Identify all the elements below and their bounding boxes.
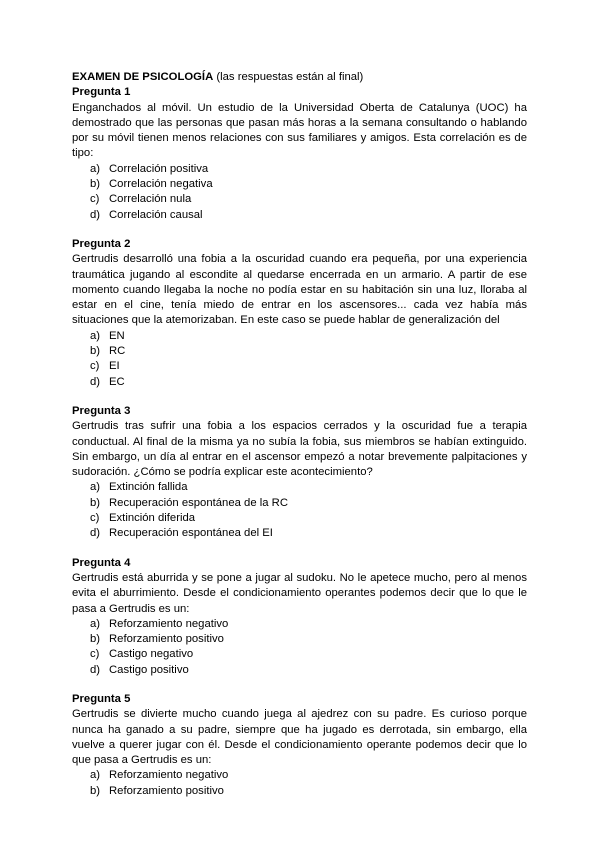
option-text: Extinción fallida <box>109 481 188 494</box>
answer-option <box>90 192 527 207</box>
option-text: EI <box>109 360 120 373</box>
option-letter: d) <box>90 208 101 221</box>
option-text: Correlación causal <box>109 208 203 221</box>
option-letter: a) <box>90 162 101 175</box>
question-block <box>72 556 527 678</box>
answer-option <box>90 768 527 783</box>
answer-option <box>90 162 527 177</box>
question-block <box>72 237 527 390</box>
option-text: RC <box>109 345 126 358</box>
option-text: Recuperación espontánea de la RC <box>109 496 288 509</box>
answer-options <box>72 480 527 541</box>
answer-option <box>90 526 527 541</box>
option-letter: c) <box>90 193 100 206</box>
question-heading: Pregunta 2 <box>72 237 131 250</box>
question-heading: Pregunta 1 <box>72 86 131 99</box>
title-bold: EXAMEN DE PSICOLOGÍA <box>72 71 214 83</box>
option-text: Correlación positiva <box>109 162 209 175</box>
answer-option <box>90 375 527 390</box>
question-heading: Pregunta 4 <box>72 556 131 569</box>
option-text: Reforzamiento positivo <box>109 633 224 646</box>
answer-option <box>90 496 527 511</box>
title-note: (las respuestas están al final) <box>213 71 364 83</box>
answer-option <box>90 617 527 632</box>
option-letter: b) <box>90 784 101 797</box>
option-text: Reforzamiento negativo <box>109 617 229 630</box>
option-letter: a) <box>90 481 101 494</box>
option-letter: b) <box>90 178 101 191</box>
question-text: Gertrudis se divierte mucho cuando juega al ajedrez con su padre. Es curioso porque nunca ha ganado a su padre, siempre que ha jugado es derrotada, sin embargo, ella vuelve a querer jugar con él. Desde el condicionamiento operante podemos decir que lo que pasa a Gertrudis es un: <box>72 708 527 767</box>
question-text: Gertrudis está aburrida y se pone a jugar al sudoku. No le apetece mucho, pero al menos evita el aburrimiento. Desde el condicionamiento operantes podemos decir que lo que le pasa a Gertrudis es un: <box>72 571 527 615</box>
question-block <box>72 85 527 223</box>
option-text: Castigo negativo <box>109 648 194 661</box>
option-text: Reforzamiento negativo <box>109 769 229 782</box>
option-letter: b) <box>90 345 101 358</box>
option-letter: a) <box>90 769 101 782</box>
question-heading: Pregunta 3 <box>72 404 131 417</box>
answer-option <box>90 480 527 495</box>
answer-options <box>72 617 527 678</box>
answer-option <box>90 329 527 344</box>
question-block <box>72 404 527 542</box>
answer-option <box>90 208 527 223</box>
document-title <box>72 70 527 85</box>
answer-option <box>90 647 527 662</box>
answer-option <box>90 344 527 359</box>
answer-option <box>90 632 527 647</box>
option-text: Extinción diferida <box>109 512 196 525</box>
option-text: Recuperación espontánea del EI <box>109 527 273 540</box>
question-block <box>72 692 527 799</box>
question-heading: Pregunta 5 <box>72 692 131 705</box>
option-text: Correlación negativa <box>109 178 213 191</box>
option-text: EC <box>109 375 125 388</box>
option-letter: d) <box>90 527 101 540</box>
option-letter: d) <box>90 375 101 388</box>
option-letter: c) <box>90 360 100 373</box>
option-letter: d) <box>90 663 101 676</box>
answer-options <box>72 329 527 390</box>
option-letter: c) <box>90 512 100 525</box>
answer-option <box>90 359 527 374</box>
answer-options <box>72 768 527 799</box>
option-text: Castigo positivo <box>109 663 189 676</box>
option-letter: c) <box>90 648 100 661</box>
answer-option <box>90 177 527 192</box>
answer-option <box>90 663 527 678</box>
answer-option <box>90 511 527 526</box>
option-text: Correlación nula <box>109 193 192 206</box>
option-letter: b) <box>90 633 101 646</box>
question-text: Gertrudis desarrolló una fobia a la oscuridad cuando era pequeña, por una experiencia traumática jugando al escondite al quedarse encerrada en un armario. A partir de ese momento cuando llegaba la noche no podía estar en su habitación sin una luz, lloraba al estar en el cine, tenía miedo de entrar en los ascensores... cada vez había más situaciones que la atemorizaban. En este caso se puede hablar de generalización del <box>72 253 527 327</box>
option-letter: a) <box>90 329 101 342</box>
option-letter: b) <box>90 496 101 509</box>
answer-option <box>90 784 527 799</box>
questions-list <box>72 85 527 799</box>
option-text: Reforzamiento positivo <box>109 784 224 797</box>
question-text: Gertrudis tras sufrir una fobia a los espacios cerrados y la oscuridad fue a terapia conductual. Al final de la misma ya no subía la fobia, sus miembros se habían extinguido. Sin embargo, un día al entrar en el ascensor empezó a notar brevemente palpitaciones y sudoración. ¿Cómo se podría explicar este acontecimiento? <box>72 420 527 479</box>
option-text: EN <box>109 329 125 342</box>
question-text: Enganchados al móvil. Un estudio de la Universidad Oberta de Catalunya (UOC) ha demostrado que las personas que pasan más horas a la semana consultando o hablando por su móvil tienen menos relaciones con sus familiares y amigos. Esta correlación es de tipo: <box>72 101 527 160</box>
option-letter: a) <box>90 617 101 630</box>
answer-options <box>72 162 527 223</box>
